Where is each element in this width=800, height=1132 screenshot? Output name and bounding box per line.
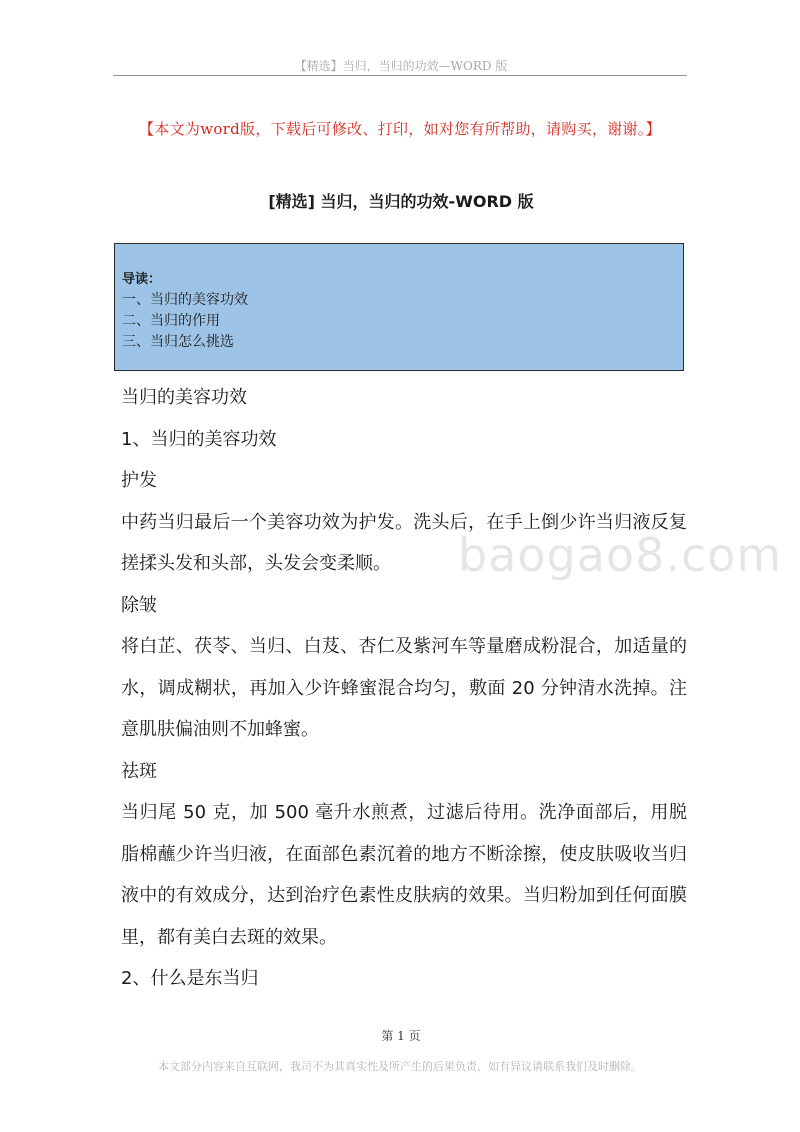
guide-item: 一、当归的美容功效: [122, 292, 248, 308]
page-number: 第 1 页: [381, 1029, 421, 1043]
paragraph-heading: 祛斑: [121, 760, 157, 782]
paragraph: 将白芷、茯苓、当归、白芨、杏仁及紫河车等量磨成粉混合，加适量的水，调成糊状，再加入少许蜂蜜混合均匀，敷面 20 分钟清水洗掉。注意肌肤偏油则不加蜂蜜。: [121, 636, 687, 740]
paragraph-heading: 除皱: [121, 594, 157, 616]
purchase-notice: 【本文为word版，下载后可修改、打印，如对您有所帮助，请购买，谢谢。】: [139, 120, 661, 138]
guide-box: [114, 243, 684, 371]
guide-item: 二、当归的作用: [122, 313, 220, 329]
footer-disclaimer: 本文部分内容来自互联网，我司不为其真实性及所产生的后果负责，如有异议请联系我们及时删除。: [158, 1060, 642, 1073]
running-header: 【精选】当归，当归的功效—WORD 版: [294, 59, 508, 73]
document-title: [精选] 当归，当归的功效-WORD 版: [268, 192, 534, 211]
section-heading: 当归的美容功效: [121, 387, 247, 408]
watermark: baogao8.com: [458, 528, 783, 582]
paragraph: 当归尾 50 克，加 500 毫升水煎煮，过滤后待用。洗净面部后，用脱脂棉蘸少许当归液，在面部色素沉着的地方不断涂擦，使皮肤吸收当归液中的有效成分，达到治疗色素性皮肤病的效果。当归粉加到任何面膜里，都有美白去斑的效果。: [121, 802, 687, 948]
guide-label: 导读：: [122, 272, 162, 287]
paragraph-heading: 护发: [121, 470, 157, 491]
guide-item: 三、当归怎么挑选: [122, 334, 234, 350]
paragraph: 中药当归最后一个美容功效为护发。洗头后，在手上倒少许当归液反复搓揉头发和头部，头发会变柔顺。: [121, 511, 687, 574]
sub-heading: 2、什么是东当归: [121, 968, 259, 989]
document-body: [121, 377, 687, 1000]
sub-heading: 1、当归的美容功效: [121, 428, 277, 450]
header-divider: [113, 75, 687, 76]
